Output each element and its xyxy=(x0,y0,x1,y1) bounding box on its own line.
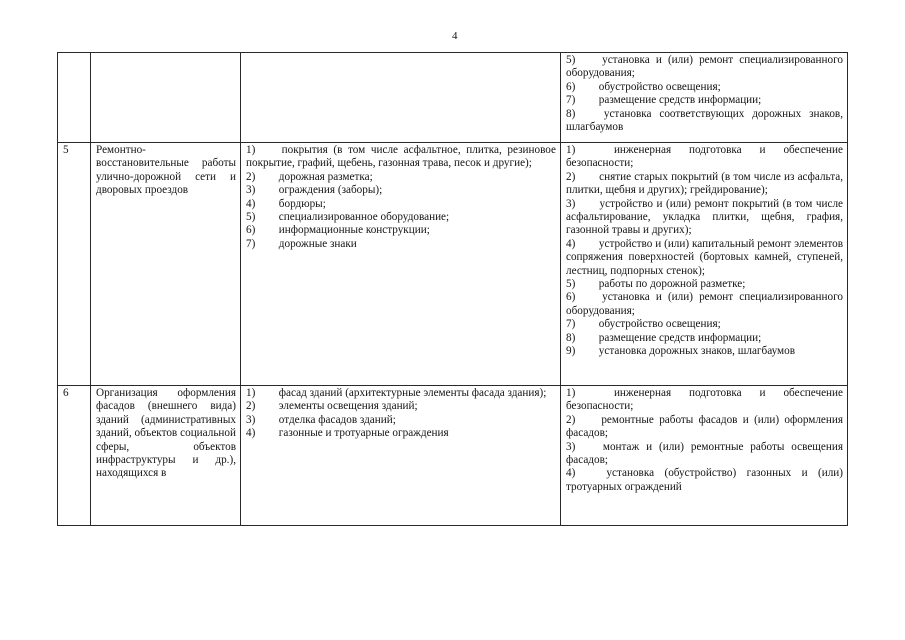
work-item xyxy=(566,54,843,81)
work-item xyxy=(566,144,843,171)
item-number: 3) xyxy=(246,184,256,197)
table-row xyxy=(58,143,848,386)
row-number-cell: 5 xyxy=(58,143,91,386)
item-number: 4) xyxy=(246,197,256,210)
work-item xyxy=(566,414,843,441)
element-item xyxy=(246,198,556,211)
activity-name-cell: Организация оформления фасадов (внешнего вида) зданий (административных зданий, объектов социальной сферы, объектов инфраструктуры и др.), находящихся в xyxy=(91,386,241,526)
element-item xyxy=(246,224,556,237)
element-item xyxy=(246,184,556,197)
page-number: 4 xyxy=(452,30,458,42)
item-text: размещение средств информации; xyxy=(598,94,762,107)
work-item xyxy=(566,238,843,278)
row-number-cell xyxy=(58,53,91,143)
item-number: 4) xyxy=(566,237,576,250)
work-item xyxy=(566,81,843,94)
element-item xyxy=(246,400,556,413)
element-item xyxy=(246,238,556,251)
elements-cell xyxy=(241,386,561,526)
item-number: 8) xyxy=(566,107,576,120)
item-text: устройство и (или) ремонт покрытий (в том числе асфальтирование, укладка плитки, щебня, графия, газонной травы и других); xyxy=(566,197,843,237)
work-item xyxy=(566,171,843,198)
work-item xyxy=(566,467,843,494)
item-text: установка соответствующих дорожных знаков, шлагбаумов xyxy=(566,107,843,134)
item-number: 3) xyxy=(246,413,256,426)
activity-name-cell xyxy=(91,53,241,143)
item-text: инженерная подготовка и обеспечение безопасности; xyxy=(566,144,844,170)
work-item xyxy=(566,94,843,107)
works-cell xyxy=(561,53,848,143)
works-table xyxy=(57,52,848,526)
work-item xyxy=(566,345,843,358)
item-text: газонные и тротуарные ограждения xyxy=(278,427,449,440)
item-text: снятие старых покрытий (в том числе из асфальта, плитки, щебня и других); грейдирование); xyxy=(566,170,843,197)
item-text: отделка фасадов зданий; xyxy=(278,413,396,426)
item-number: 6) xyxy=(566,80,576,93)
item-text: обустройство освещения; xyxy=(598,80,721,93)
item-number: 8) xyxy=(566,331,576,344)
item-text: установка и (или) ремонт специализированного оборудования; xyxy=(566,291,843,317)
item-number: 5) xyxy=(246,211,256,224)
work-item xyxy=(566,387,843,414)
item-number: 1) xyxy=(246,144,256,156)
item-text: обустройство освещения; xyxy=(598,318,721,331)
item-text: работы по дорожной разметке; xyxy=(598,278,746,291)
item-text: монтаж и (или) ремонтные работы освещения фасадов; xyxy=(566,440,844,467)
activity-name-cell: Ремонтно-восстановительные работы улично-дорожной сети и дворовых проездов xyxy=(91,143,241,386)
element-item xyxy=(246,427,556,440)
work-item xyxy=(566,441,843,468)
item-text: покрытия (в том числе асфальтное, плитка, резиновое покрытие, графий, щебень, газонная трава, песок и другие); xyxy=(246,144,556,170)
element-item xyxy=(246,387,556,400)
element-item xyxy=(246,171,556,184)
item-number: 7) xyxy=(566,318,576,331)
element-item xyxy=(246,144,556,171)
row-number-cell: 6 xyxy=(58,386,91,526)
work-item xyxy=(566,291,843,318)
item-number: 9) xyxy=(566,345,576,358)
works-cell xyxy=(561,386,848,526)
item-text: информационные конструкции; xyxy=(278,224,430,237)
elements-cell xyxy=(241,143,561,386)
item-number: 6) xyxy=(246,224,256,237)
item-number: 4) xyxy=(566,467,576,480)
item-number: 5) xyxy=(566,278,576,291)
item-text: установка дорожных знаков, шлагбаумов xyxy=(598,345,796,358)
item-text: инженерная подготовка и обеспечение безопасности; xyxy=(566,387,844,413)
item-number: 1) xyxy=(566,144,576,156)
item-text: установка и (или) ремонт специализированного оборудования; xyxy=(566,54,843,80)
item-number: 5) xyxy=(566,54,576,66)
item-text: фасад зданий (архитектурные элементы фасада здания); xyxy=(278,387,547,399)
item-number: 1) xyxy=(246,387,256,399)
item-text: устройство и (или) капитальный ремонт элементов сопряжения поверхностей (бортовых камней, ступеней, лестниц, подпорных стенок); xyxy=(566,237,844,277)
item-text: дорожные знаки xyxy=(278,237,357,250)
item-number: 3) xyxy=(566,440,576,453)
item-number: 7) xyxy=(246,237,256,250)
item-text: специализированное оборудование; xyxy=(278,211,450,224)
item-text: ремонтные работы фасадов и (или) оформления фасадов; xyxy=(566,413,843,440)
work-item xyxy=(566,108,843,135)
elements-cell xyxy=(241,53,561,143)
work-item xyxy=(566,198,843,238)
item-number: 2) xyxy=(246,170,256,183)
table-body xyxy=(58,53,848,526)
element-item xyxy=(246,414,556,427)
item-number: 6) xyxy=(566,291,576,304)
work-item xyxy=(566,318,843,331)
item-text: ограждения (заборы); xyxy=(278,184,383,197)
item-text: размещение средств информации; xyxy=(598,331,762,344)
item-number: 3) xyxy=(566,197,576,210)
item-text: установка (обустройство) газонных и (или) тротуарных ограждений xyxy=(566,467,844,493)
item-number: 2) xyxy=(566,413,576,426)
work-item xyxy=(566,332,843,345)
work-item xyxy=(566,278,843,291)
item-number: 4) xyxy=(246,427,256,440)
item-number: 7) xyxy=(566,94,576,107)
item-text: бордюры; xyxy=(278,197,326,210)
item-number: 2) xyxy=(566,170,576,183)
item-text: дорожная разметка; xyxy=(278,170,373,183)
item-number: 1) xyxy=(566,387,576,399)
works-cell xyxy=(561,143,848,386)
item-number: 2) xyxy=(246,400,256,413)
element-item xyxy=(246,211,556,224)
item-text: элементы освещения зданий; xyxy=(278,400,418,413)
table-row xyxy=(58,53,848,143)
table-row xyxy=(58,386,848,526)
